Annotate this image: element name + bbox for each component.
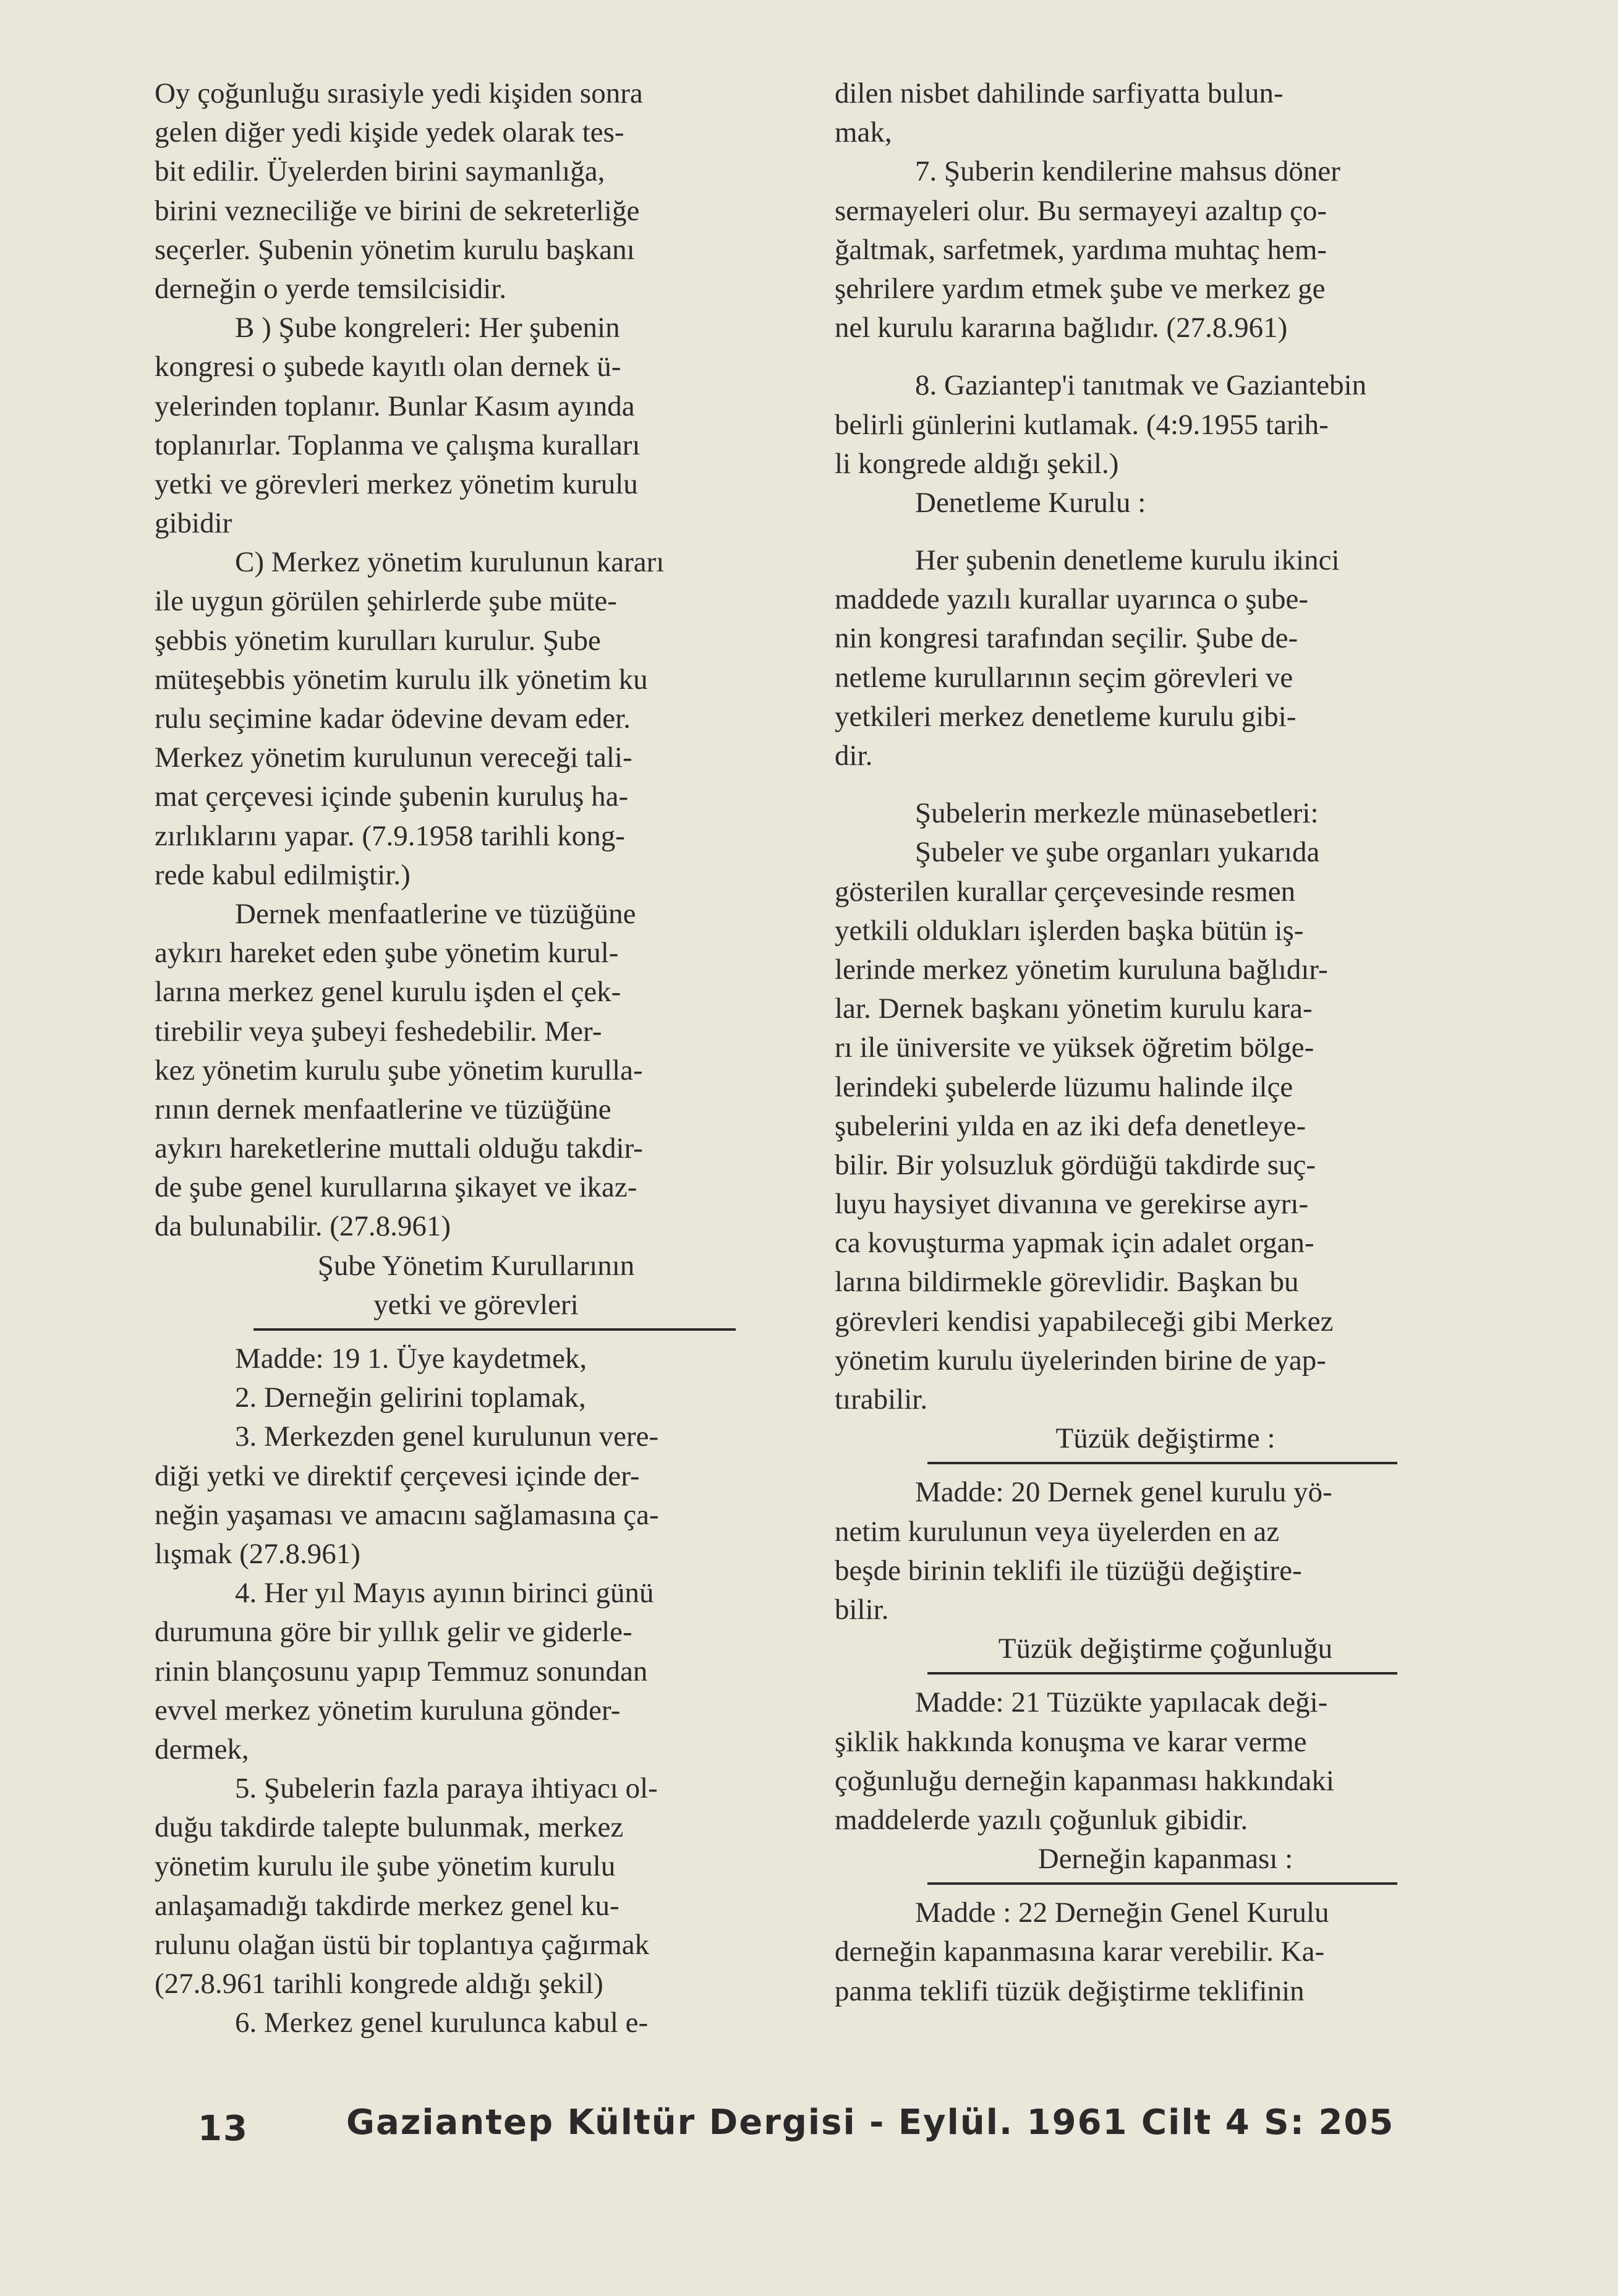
right-text-column <box>835 74 1496 2011</box>
text-line: mat çerçevesi içinde şubenin kuruluş ha- <box>155 780 629 813</box>
text-line: anlaşamadığı takdirde merkez genel ku- <box>155 1889 620 1922</box>
text-line: birini vezneciliğe ve birini de sekreterliğe <box>155 194 640 227</box>
paragraph-gap <box>835 775 1496 794</box>
text-line: görevleri kendisi yapabileceği gibi Merkez <box>835 1305 1334 1338</box>
text-line: durumuna göre bir yıllık gelir ve giderle- <box>155 1616 632 1649</box>
text-line: 2. Derneğin gelirini toplamak, <box>235 1381 586 1414</box>
text-line: ğaltmak, sarfetmek, yardıma muhtaç hem- <box>835 233 1327 266</box>
text-line: lışmak (27.8.961) <box>155 1537 360 1570</box>
page-number: 13 <box>198 2109 249 2149</box>
text-line: larına bildirmekle görevlidir. Başkan bu <box>835 1266 1299 1299</box>
text-line: Denetleme Kurulu : <box>915 486 1146 519</box>
text-line: panma teklifi tüzük değiştirme teklifinin <box>835 1974 1305 2007</box>
text-line: Dernek menfaatlerine ve tüzüğüne <box>235 897 636 930</box>
text-line: Şubelerin merkezle münasebetleri: <box>915 797 1319 830</box>
text-line: şiklik hakkında konuşma ve karar verme <box>835 1725 1307 1758</box>
text-line: duğu takdirde talepte bulunmak, merkez <box>155 1811 624 1844</box>
text-line: luyu haysiyet divanına ve gerekirse ayrı- <box>835 1188 1309 1221</box>
section-underline <box>927 1882 1397 1885</box>
text-line: zırlıklarını yapar. (7.9.1958 tarihli kong- <box>155 819 625 852</box>
section-underline <box>927 1462 1397 1464</box>
text-line: Oy çoğunluğu sırasiyle yedi kişiden sonra <box>155 77 643 109</box>
text-line: neğin yaşaması ve amacını sağlamasına ça- <box>155 1498 659 1531</box>
text-line: Madde: 19 1. Üye kaydetmek, <box>235 1342 587 1375</box>
journal-issue-line: Gaziantep Kültür Dergisi - Eylül. 1961 Cilt 4 S: 205 <box>346 2102 1395 2143</box>
text-line: Madde: 20 Dernek genel kurulu yö- <box>915 1476 1332 1509</box>
text-line: yetkileri merkez denetleme kurulu gibi- <box>835 700 1297 733</box>
text-line: (27.8.961 tarihli kongrede aldığı şekil) <box>155 1968 603 2000</box>
text-line: aykırı hareket eden şube yönetim kurul- <box>155 937 619 970</box>
text-line: beşde birinin teklifi ile tüzüğü değiştire- <box>835 1554 1302 1587</box>
text-line: yönetim kurulu üyelerinden birine de yap- <box>835 1344 1326 1376</box>
text-line: Şubeler ve şube organları yukarıda <box>915 836 1320 869</box>
paragraph-gap <box>835 523 1496 541</box>
text-line: şubelerini yılda en az iki defa denetleye- <box>835 1109 1306 1142</box>
text-line: müteşebbis yönetim kurulu ilk yönetim ku <box>155 663 648 696</box>
text-line: rının dernek menfaatlerine ve tüzüğüne <box>155 1093 611 1125</box>
text-line: 5. Şubelerin fazla paraya ihtiyacı ol- <box>235 1772 658 1805</box>
section-heading: Derneğin kapanması : <box>1037 1843 1293 1876</box>
text-line: belirli günlerini kutlamak. (4:9.1955 tarih- <box>835 408 1329 441</box>
text-line: dermek, <box>155 1733 249 1765</box>
text-line: yetki ve görevleri merkez yönetim kurulu <box>155 467 638 500</box>
text-line: 3. Merkezden genel kurulunun vere- <box>235 1420 659 1453</box>
text-line: yetkili oldukları işlerden başka bütün iş- <box>835 914 1304 947</box>
left-text-column <box>155 74 798 2042</box>
text-line: kongresi o şubede kayıtlı olan dernek ü- <box>155 351 621 383</box>
text-line: 4. Her yıl Mayıs ayının birinci günü <box>235 1577 654 1610</box>
text-line: evvel merkez yönetim kuruluna gönder- <box>155 1694 621 1726</box>
page-footer <box>198 2102 1496 2263</box>
text-line: lerindeki şubelerde lüzumu halinde ilçe <box>835 1070 1293 1103</box>
text-line: gibidir <box>155 507 232 540</box>
text-line: derneğin o yerde temsilcisidir. <box>155 272 507 305</box>
text-line: nel kurulu kararına bağlıdır. (27.8.961) <box>835 312 1288 344</box>
text-line: bit edilir. Üyelerden birini saymanlığa, <box>155 155 605 188</box>
text-line: de şube genel kurullarına şikayet ve ikaz- <box>155 1171 637 1204</box>
text-line: rulu seçimine kadar ödevine devam eder. <box>155 702 631 735</box>
text-line: B ) Şube kongreleri: Her şubenin <box>235 312 620 344</box>
section-underline <box>253 1328 736 1331</box>
text-line: nin kongresi tarafından seçilir. Şube de- <box>835 622 1298 655</box>
text-line: rinin blançosunu yapıp Temmuz sonundan <box>155 1655 648 1688</box>
text-line: yönetim kurulu ile şube yönetim kurulu <box>155 1850 616 1883</box>
text-line: diği yetki ve direktif çerçevesi içinde der- <box>155 1459 640 1492</box>
text-line: maddede yazılı kurallar uyarınca o şube- <box>835 583 1309 616</box>
text-line: rede kabul edilmiştir.) <box>155 858 411 891</box>
text-line: kez yönetim kurulu şube yönetim kurulla- <box>155 1054 643 1086</box>
text-line: gelen diğer yedi kişide yedek olarak tes- <box>155 116 624 149</box>
text-line: ca kovuşturma yapmak için adalet organ- <box>835 1227 1314 1260</box>
text-line: lerinde merkez yönetim kuruluna bağlıdır- <box>835 953 1328 986</box>
text-line: Her şubenin denetleme kurulu ikinci <box>915 544 1340 577</box>
text-line: dir. <box>835 740 873 772</box>
text-line: larına merkez genel kurulu işden el çek- <box>155 976 621 1009</box>
paragraph-gap <box>835 348 1496 366</box>
text-line: lar. Dernek başkanı yönetim kurulu kara- <box>835 992 1313 1025</box>
text-line: bilir. <box>835 1593 889 1626</box>
text-line: aykırı hareketlerine muttali olduğu takdir- <box>155 1132 643 1165</box>
text-line: 6. Merkez genel kurulunca kabul e- <box>235 2007 649 2039</box>
text-line: gösterilen kurallar çerçevesinde resmen <box>835 875 1296 908</box>
text-line: çoğunluğu derneğin kapanması hakkındaki <box>835 1764 1334 1797</box>
text-line: rı ile üniversite ve yüksek öğretim bölge- <box>835 1031 1314 1064</box>
text-line: li kongrede aldığı şekil.) <box>835 447 1119 480</box>
text-line: tirebilir veya şubeyi feshedebilir. Mer- <box>155 1015 602 1048</box>
text-line: da bulunabilir. (27.8.961) <box>155 1210 451 1243</box>
text-line: Merkez yönetim kurulunun vereceği tali- <box>155 741 632 774</box>
text-line: netim kurulunun veya üyelerden en az <box>835 1515 1280 1548</box>
text-line: dilen nisbet dahilinde sarfiyatta bulun- <box>835 77 1284 109</box>
text-line: 8. Gaziantep'i tanıtmak ve Gaziantebin <box>915 369 1367 402</box>
text-line: şehrilere yardım etmek şube ve merkez ge <box>835 272 1326 305</box>
section-heading: yetki ve görevleri <box>373 1288 579 1321</box>
text-line: rulunu olağan üstü bir toplantıya çağırmak <box>155 1928 650 1961</box>
text-line: ile uygun görülen şehirlerde şube müte- <box>155 585 617 618</box>
text-line: toplanırlar. Toplanma ve çalışma kuralları <box>155 429 641 461</box>
text-line: tırabilir. <box>835 1383 928 1415</box>
section-heading: Şube Yönetim Kurullarının <box>317 1249 635 1282</box>
text-line: mak, <box>835 116 892 149</box>
section-underline <box>927 1672 1397 1675</box>
text-line: netleme kurullarının seçim görevleri ve <box>835 661 1293 694</box>
text-line: yelerinden toplanır. Bunlar Kasım ayında <box>155 390 635 422</box>
text-line: Madde: 21 Tüzükte yapılacak deği- <box>915 1686 1328 1719</box>
text-line: seçerler. Şubenin yönetim kurulu başkanı <box>155 233 635 266</box>
text-line: 7. Şuberin kendilerine mahsus döner <box>915 155 1340 188</box>
text-line: Madde : 22 Derneğin Genel Kurulu <box>915 1897 1329 1929</box>
text-line: derneğin kapanmasına karar verebilir. Ka- <box>835 1935 1325 1968</box>
section-heading: Tüzük değiştirme çoğunluğu <box>998 1632 1333 1665</box>
text-line: şebbis yönetim kurulları kurulur. Şube <box>155 624 601 657</box>
text-line: sermayeleri olur. Bu sermayeyi azaltıp ço- <box>835 194 1327 227</box>
section-heading: Tüzük değiştirme : <box>1055 1422 1275 1455</box>
text-line: C) Merkez yönetim kurulunun kararı <box>235 546 665 579</box>
text-line: maddelerde yazılı çoğunluk gibidir. <box>835 1803 1248 1836</box>
text-line: bilir. Bir yolsuzluk gördüğü takdirde suç- <box>835 1148 1316 1181</box>
